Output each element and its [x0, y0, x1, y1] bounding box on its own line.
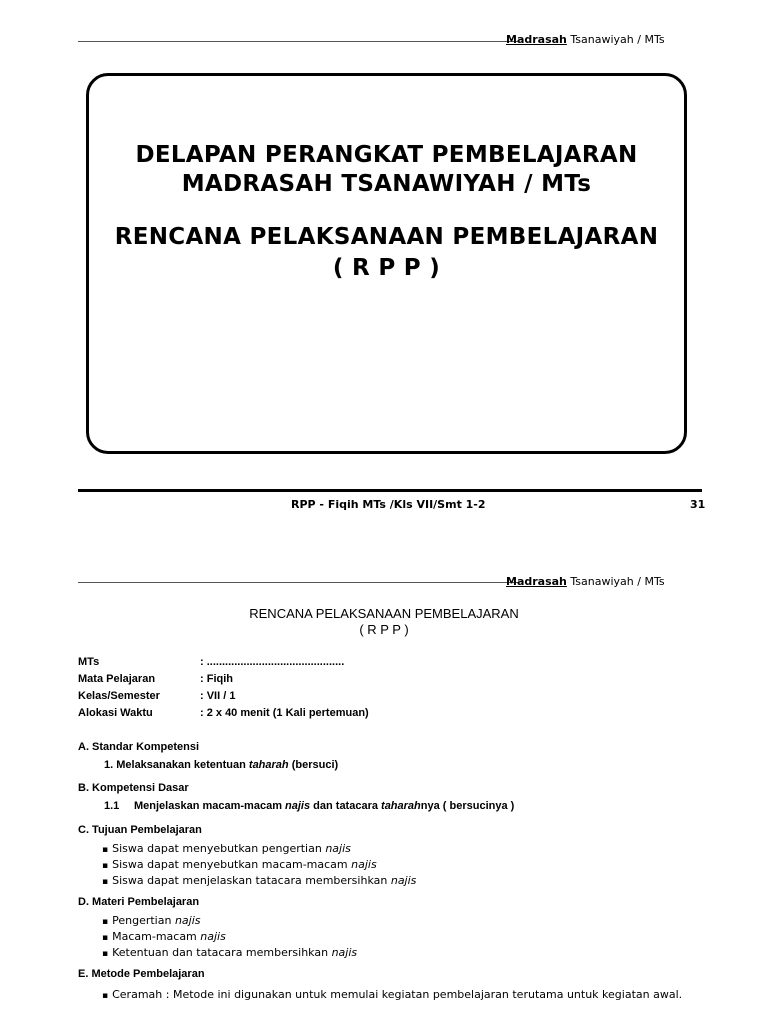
cover-title-line2: MADRASAH TSANAWIYAH / MTs — [181, 171, 592, 197]
info-label-alokasi-waktu: Alokasi Waktu — [78, 707, 153, 719]
info-value-mata-pelajaran: : Fiqih — [200, 673, 233, 685]
section-e-bullet — [102, 988, 682, 1001]
section-a-item-italic: taharah — [248, 759, 289, 771]
bullet-italic: najis — [351, 858, 377, 871]
bullet-text: Siswa dapat menjelaskan tatacara membersihkan — [112, 874, 391, 887]
section-b-item-text: Menjelaskan macam-macam — [134, 800, 286, 812]
bullet-text: Macam-macam — [112, 930, 201, 943]
document-subtitle: ( R P P ) — [359, 622, 409, 637]
cover-title-line3: RENCANA PELAKSANAAN PEMBELAJARAN — [114, 224, 659, 250]
section-b-item-italic2: taharah — [381, 800, 421, 812]
section-d-heading: D. Materi Pembelajaran — [78, 896, 200, 908]
page1-page-number: 31 — [690, 498, 706, 511]
page1-header-madrasah: Madrasah — [506, 33, 567, 46]
section-b-item — [134, 800, 514, 812]
bullet-text: Pengertian — [112, 914, 175, 927]
cover-title-box — [86, 73, 687, 454]
section-d-bullet — [102, 946, 357, 959]
section-b-number: 1.1 — [104, 800, 120, 812]
bullet-text: Siswa dapat menyebutkan pengertian — [112, 842, 326, 855]
section-d-bullet — [102, 930, 226, 943]
bullet-italic: najis — [325, 842, 351, 855]
document-title: RENCANA PELAKSANAAN PEMBELAJARAN — [249, 606, 519, 621]
cover-title-line1: DELAPAN PERANGKAT PEMBELAJARAN — [135, 142, 638, 168]
section-b-heading: B. Kompetensi Dasar — [78, 782, 189, 794]
section-b-item-italic1: najis — [285, 800, 311, 812]
section-d-bullet — [102, 914, 201, 927]
bullet-text: Siswa dapat menyebutkan macam-macam — [112, 858, 352, 871]
page2-header-madrasah: Madrasah — [506, 575, 567, 588]
section-c-heading: C. Tujuan Pembelajaran — [78, 824, 202, 836]
info-value-mts: : ............................................. — [200, 656, 345, 668]
section-c-bullet — [102, 858, 377, 871]
bullet-text: Ketentuan dan tatacara membersihkan — [112, 946, 332, 959]
section-c-bullet — [102, 874, 416, 887]
page1-footer-text: RPP - Fiqih MTs /Kls VII/Smt 1-2 — [291, 498, 486, 511]
section-e-heading: E. Metode Pembelajaran — [78, 968, 205, 980]
info-value-kelas-semester: : VII / 1 — [200, 690, 236, 702]
bullet-italic: najis — [390, 874, 417, 887]
section-b-item-mid: dan tatacara — [310, 800, 382, 812]
info-label-mata-pelajaran: Mata Pelajaran — [78, 673, 156, 685]
page2-header-label — [506, 575, 665, 588]
page2-header-rule-left — [78, 582, 518, 583]
bullet-italic: najis — [331, 946, 358, 959]
section-a-item-tail: (bersuci) — [288, 759, 339, 771]
cover-title-line4: ( R P P ) — [332, 255, 441, 281]
bullet-italic: najis — [200, 930, 226, 943]
bullet-italic: najis — [174, 914, 201, 927]
bullet-text: Ceramah : Metode ini digunakan untuk memulai kegiatan pembelajaran terutama untuk kegiatan awal. — [112, 988, 683, 1001]
section-c-bullet — [102, 842, 351, 855]
section-a-item-text: 1. Melaksanakan ketentuan — [104, 759, 249, 771]
info-label-mts: MTs — [78, 656, 100, 668]
section-b-item-tail: nya ( bersucinya ) — [420, 800, 515, 812]
page1-header-label — [506, 33, 665, 46]
info-label-kelas-semester: Kelas/Semester — [78, 690, 160, 702]
info-value-alokasi-waktu: : 2 x 40 menit (1 Kali pertemuan) — [200, 707, 369, 719]
page1-header-rule-left — [78, 41, 518, 42]
section-a-heading: A. Standar Kompetensi — [78, 741, 200, 753]
page1-header-rest: Tsanawiyah / MTs — [570, 33, 665, 46]
page2-header-rest: Tsanawiyah / MTs — [570, 575, 665, 588]
page1-footer-rule — [78, 489, 702, 492]
section-a-item — [104, 759, 338, 771]
